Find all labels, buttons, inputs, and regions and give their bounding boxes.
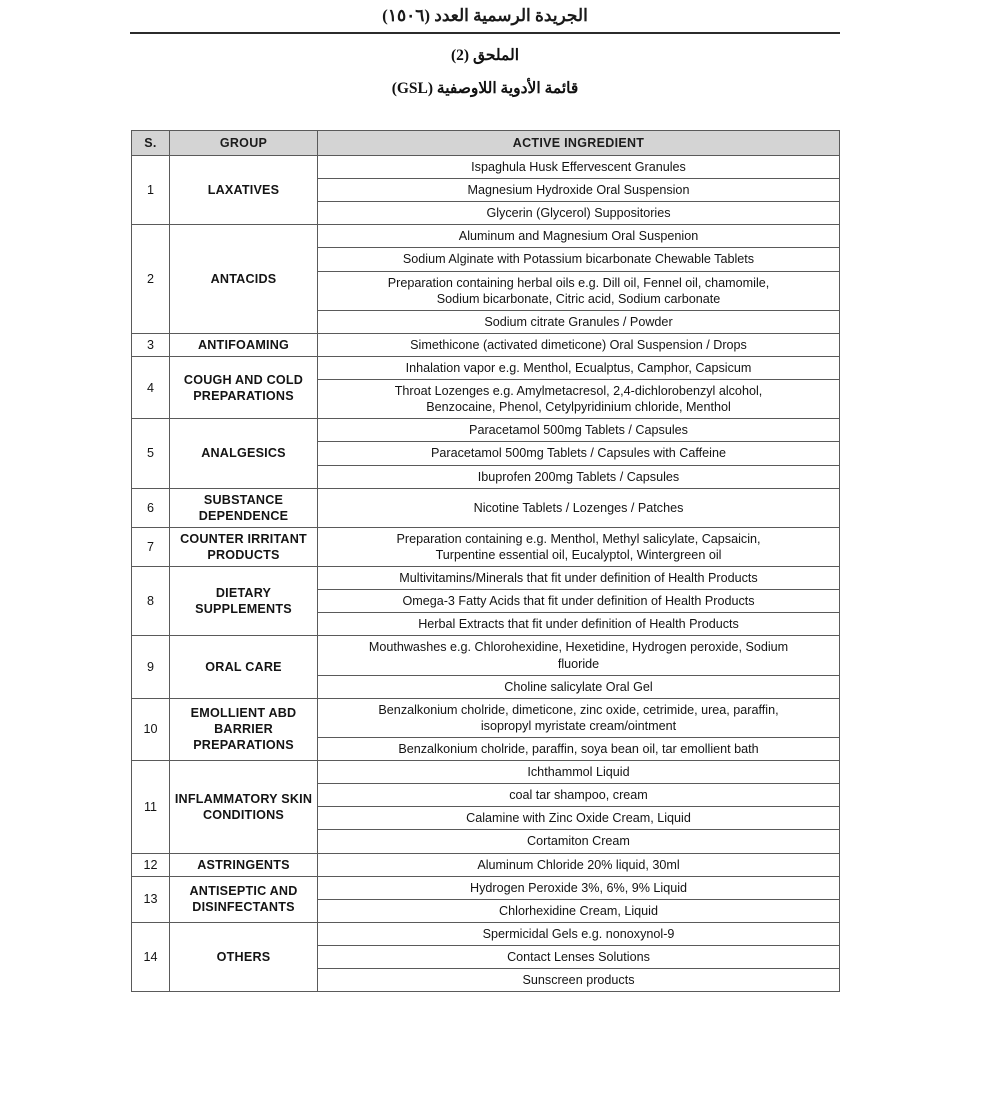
table-row — [132, 225, 840, 248]
cell-active-ingredient — [318, 613, 840, 636]
ingredient-line: Contact Lenses Solutions — [507, 949, 650, 964]
gsl-table-container — [131, 130, 839, 992]
cell-active-ingredient — [318, 784, 840, 807]
table-row — [132, 698, 840, 737]
ingredient-line: Sodium Alginate with Potassium bicarbonate Chewable Tablets — [402, 252, 755, 267]
cell-active-ingredient — [318, 761, 840, 784]
cell-serial: 2 — [132, 225, 170, 334]
cell-active-ingredient — [318, 380, 840, 419]
cell-active-ingredient — [318, 156, 840, 179]
cell-serial: 13 — [132, 876, 170, 922]
ingredient-line: Multivitamins/Minerals that fit under definition of Health Products — [399, 571, 758, 586]
ingredient-line: Simethicone (activated dimeticone) Oral Suspension / Drops — [410, 337, 747, 352]
ingredient-line: Paracetamol 500mg Tablets / Capsules — [469, 423, 688, 438]
cell-serial: 11 — [132, 761, 170, 853]
cell-group: ANTIFOAMING — [170, 333, 318, 356]
table-row — [132, 333, 840, 356]
ingredient-line: Sunscreen products — [522, 973, 635, 988]
cell-active-ingredient — [318, 356, 840, 379]
cell-active-ingredient — [318, 590, 840, 613]
ingredient-line: Mouthwashes e.g. Chlorohexidine, Hexetidine, Hydrogen peroxide, Sodium — [368, 640, 789, 655]
cell-serial: 7 — [132, 527, 170, 566]
table-row — [132, 488, 840, 527]
ingredient-line: Chlorhexidine Cream, Liquid — [499, 903, 658, 918]
ingredient-line: Preparation containing e.g. Menthol, Methyl salicylate, Capsaicin, — [396, 531, 761, 546]
column-header-active-ingredient: ACTIVE INGREDIENT — [318, 131, 840, 156]
cell-serial: 6 — [132, 488, 170, 527]
table-header — [132, 131, 840, 156]
cell-active-ingredient — [318, 675, 840, 698]
ingredient-line: Ibuprofen 200mg Tablets / Capsules — [477, 469, 680, 484]
cell-serial: 10 — [132, 698, 170, 760]
cell-group: ANTISEPTIC AND DISINFECTANTS — [170, 876, 318, 922]
cell-active-ingredient — [318, 271, 840, 310]
ingredient-line: Glycerin (Glycerol) Suppositories — [486, 206, 671, 221]
cell-active-ingredient — [318, 853, 840, 876]
table-row — [132, 761, 840, 784]
gsl-table — [131, 130, 840, 992]
cell-active-ingredient — [318, 225, 840, 248]
ingredient-line: Turpentine essential oil, Eucalyptol, Wintergreen oil — [435, 547, 722, 562]
cell-active-ingredient — [318, 527, 840, 566]
ingredient-line: Choline salicylate Oral Gel — [504, 679, 653, 694]
cell-active-ingredient — [318, 442, 840, 465]
document-subtitle: قائمة الأدوية اللاوصفية (GSL) — [391, 80, 579, 97]
ingredient-line: isopropyl myristate cream/ointment — [480, 718, 677, 733]
table-body — [132, 156, 840, 992]
ingredient-line: Ichthammol Liquid — [527, 765, 630, 780]
ingredient-line: Sodium bicarbonate, Citric acid, Sodium carbonate — [436, 291, 721, 306]
cell-group: ASTRINGENTS — [170, 853, 318, 876]
table-header-row — [132, 131, 840, 156]
cell-active-ingredient — [318, 830, 840, 853]
table-row — [132, 853, 840, 876]
cell-group: COUNTER IRRITANT PRODUCTS — [170, 527, 318, 566]
ingredient-line: Benzalkonium cholride, dimeticone, zinc oxide, cetrimide, urea, paraffin, — [378, 702, 779, 717]
cell-group: ANALGESICS — [170, 419, 318, 488]
cell-active-ingredient — [318, 899, 840, 922]
ingredient-line: Throat Lozenges e.g. Amylmetacresol, 2,4-dichlorobenzyl alcohol, — [394, 384, 763, 399]
cell-active-ingredient — [318, 465, 840, 488]
cell-active-ingredient — [318, 698, 840, 737]
cell-active-ingredient — [318, 876, 840, 899]
cell-active-ingredient — [318, 179, 840, 202]
cell-serial: 3 — [132, 333, 170, 356]
ingredient-line: Cortamiton Cream — [527, 834, 630, 849]
ingredient-line: Benzalkonium cholride, paraffin, soya bean oil, tar emollient bath — [398, 741, 759, 756]
cell-active-ingredient — [318, 737, 840, 760]
table-row — [132, 636, 840, 675]
cell-serial: 12 — [132, 853, 170, 876]
ingredient-line: Spermicidal Gels e.g. nonoxynol-9 — [482, 926, 675, 941]
ingredient-line: coal tar shampoo, cream — [509, 788, 648, 803]
ingredient-line: Aluminum and Magnesium Oral Suspenion — [458, 229, 699, 244]
cell-active-ingredient — [318, 567, 840, 590]
cell-active-ingredient — [318, 945, 840, 968]
ingredient-line: Ispaghula Husk Effervescent Granules — [471, 160, 686, 174]
table-row — [132, 567, 840, 590]
cell-group: COUGH AND COLD PREPARATIONS — [170, 356, 318, 418]
cell-group: ANTACIDS — [170, 225, 318, 334]
cell-active-ingredient — [318, 419, 840, 442]
gazette-header — [130, 6, 840, 34]
cell-active-ingredient — [318, 248, 840, 271]
ingredient-line: Herbal Extracts that fit under definition of Health Products — [418, 617, 739, 632]
cell-active-ingredient — [318, 310, 840, 333]
table-row — [132, 876, 840, 899]
document-titles — [130, 46, 840, 98]
cell-active-ingredient — [318, 488, 840, 527]
ingredient-line: Preparation containing herbal oils e.g. Dill oil, Fennel oil, chamomile, — [387, 275, 770, 290]
ingredient-line: fluoride — [557, 656, 600, 671]
table-row — [132, 156, 840, 179]
table-row — [132, 527, 840, 566]
cell-active-ingredient — [318, 807, 840, 830]
cell-group: INFLAMMATORY SKIN CONDITIONS — [170, 761, 318, 853]
table-row — [132, 419, 840, 442]
ingredient-line: Omega-3 Fatty Acids that fit under definition of Health Products — [402, 594, 755, 609]
cell-active-ingredient — [318, 969, 840, 992]
ingredient-line: Aluminum Chloride 20% liquid, 30ml — [477, 857, 680, 872]
table-row — [132, 922, 840, 945]
ingredient-line: Hydrogen Peroxide 3%, 6%, 9% Liquid — [469, 880, 688, 895]
cell-serial: 4 — [132, 356, 170, 418]
cell-group: SUBSTANCE DEPENDENCE — [170, 488, 318, 527]
cell-active-ingredient — [318, 202, 840, 225]
cell-group: OTHERS — [170, 922, 318, 991]
ingredient-line: Sodium citrate Granules / Powder — [484, 314, 673, 329]
cell-serial: 8 — [132, 567, 170, 636]
ingredient-line: Paracetamol 500mg Tablets / Capsules with Caffeine — [431, 446, 726, 461]
cell-serial: 14 — [132, 922, 170, 991]
cell-group: LAXATIVES — [170, 156, 318, 225]
ingredient-line: Benzocaine, Phenol, Cetylpyridinium chloride, Menthol — [426, 400, 731, 415]
appendix-title: الملحق (2) — [450, 47, 519, 64]
column-header-serial: S. — [132, 131, 170, 156]
cell-group: DIETARY SUPPLEMENTS — [170, 567, 318, 636]
cell-serial: 5 — [132, 419, 170, 488]
table-row — [132, 356, 840, 379]
cell-active-ingredient — [318, 636, 840, 675]
ingredient-line: Calamine with Zinc Oxide Cream, Liquid — [466, 811, 691, 826]
column-header-group: GROUP — [170, 131, 318, 156]
cell-active-ingredient — [318, 922, 840, 945]
gazette-header-text: الجريدة الرسمية العدد (١٥٠٦) — [382, 6, 588, 25]
cell-group: EMOLLIENT ABD BARRIER PREPARATIONS — [170, 698, 318, 760]
ingredient-line: Inhalation vapor e.g. Menthol, Ecualptus, Camphor, Capsicum — [405, 360, 752, 375]
cell-group: ORAL CARE — [170, 636, 318, 698]
ingredient-line: Magnesium Hydroxide Oral Suspension — [467, 183, 690, 198]
ingredient-line: Nicotine Tablets / Lozenges / Patches — [473, 500, 684, 515]
cell-active-ingredient — [318, 333, 840, 356]
cell-serial: 9 — [132, 636, 170, 698]
cell-serial: 1 — [132, 156, 170, 225]
